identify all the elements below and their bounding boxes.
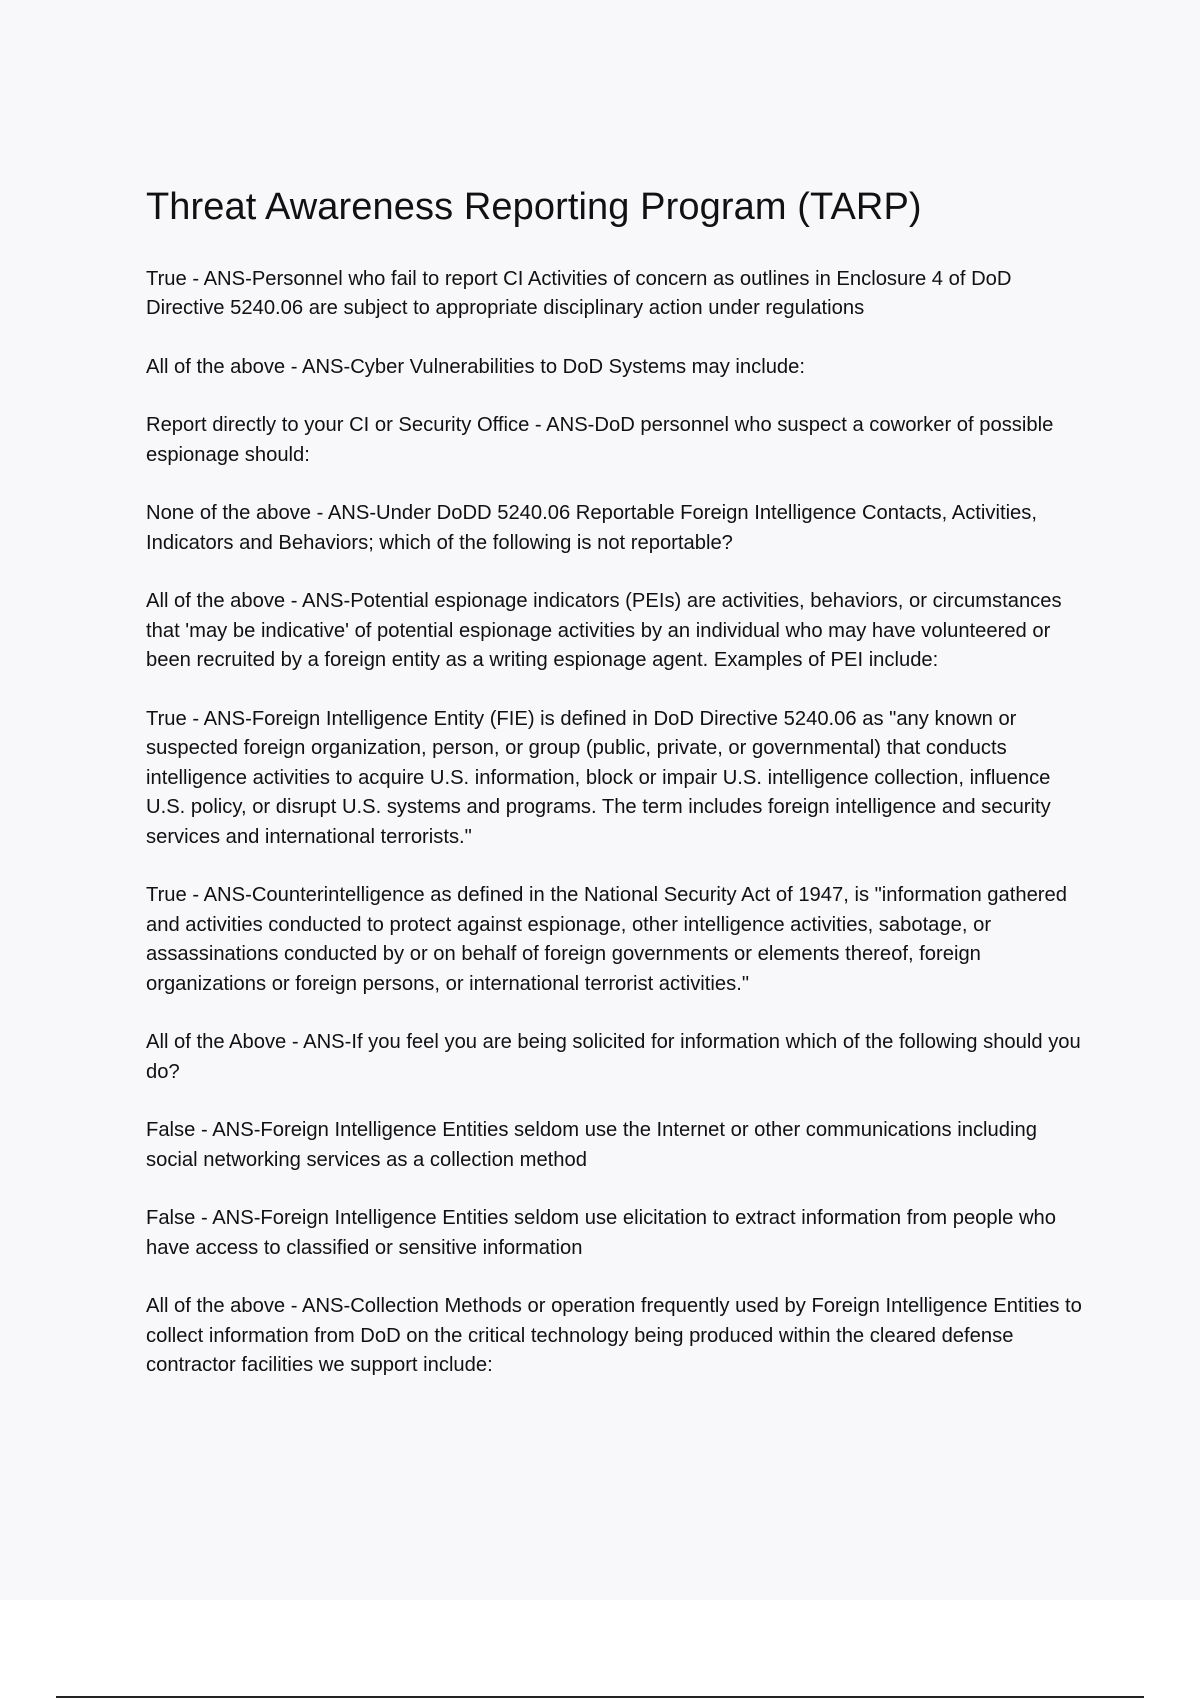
qa-item-10: False - ANS-Foreign Intelligence Entities seldom use elicitation to extract information from people who have access to classified or sensitive information <box>146 1207 1056 1259</box>
qa-item-6: True - ANS-Foreign Intelligence Entity (FIE) is defined in DoD Directive 5240.06 as "any known or suspected foreign organization, person, or group (public, private, or governmental) that conducts intelligence activities to acquire U.S. information, block or impair U.S. intelligence collection, influence U.S. policy, or disrupt U.S. systems and programs. The term includes foreign intelligence and security services and international terrorists." <box>146 707 1051 848</box>
qa-item-9: False - ANS-Foreign Intelligence Entities seldom use the Internet or other communications including social networking services as a collection method <box>146 1119 1037 1171</box>
document-content <box>146 185 1091 1410</box>
qa-item-4: None of the above - ANS-Under DoDD 5240.06 Reportable Foreign Intelligence Contacts, Activities, Indicators and Behaviors; which of the following is not reportable? <box>146 502 1037 554</box>
qa-item-7: True - ANS-Counterintelligence as defined in the National Security Act of 1947, is "information gathered and activities conducted to protect against espionage, other intelligence activities, sabotage, or assassinations conducted by or on behalf of foreign governments or elements thereof, foreign organizations or foreign persons, or international terrorist activities." <box>146 884 1067 995</box>
qa-item-1: True - ANS-Personnel who fail to report CI Activities of concern as outlines in Enclosure 4 of DoD Directive 5240.06 are subject to appropriate disciplinary action under regulations <box>146 267 1012 320</box>
footer-divider <box>56 1696 1144 1698</box>
qa-item-8: All of the Above - ANS-If you feel you are being solicited for information which of the following should you do? <box>146 1031 1081 1083</box>
page-title: Threat Awareness Reporting Program (TARP) <box>146 186 922 228</box>
qa-item-2: All of the above - ANS-Cyber Vulnerabilities to DoD Systems may include: <box>146 355 805 378</box>
qa-item-5: All of the above - ANS-Potential espionage indicators (PEIs) are activities, behaviors, or circumstances that 'may be indicative' of potential espionage activities by an individual who may have volunteered or been recruited by a foreign entity as a writing espionage agent. Examples of PEI include: <box>146 590 1062 672</box>
qa-item-11: All of the above - ANS-Collection Methods or operation frequently used by Foreign Intelligence Entities to collect information from DoD on the critical technology being produced within the cleared defense contractor facilities we support include: <box>146 1295 1082 1377</box>
qa-item-3: Report directly to your CI or Security Office - ANS-DoD personnel who suspect a coworker of possible espionage should: <box>146 414 1054 466</box>
